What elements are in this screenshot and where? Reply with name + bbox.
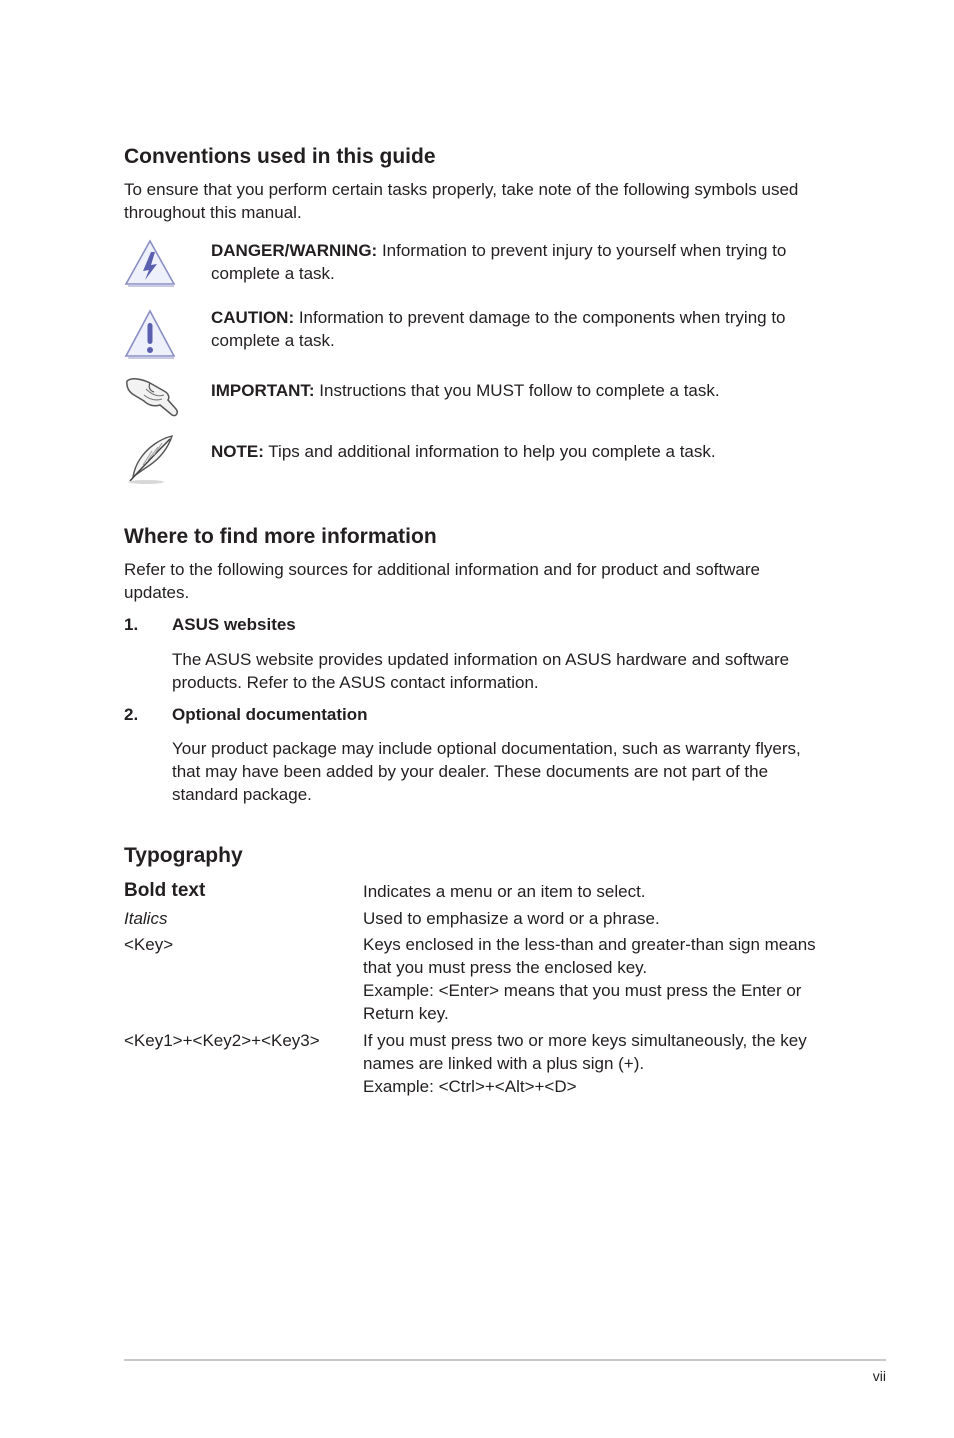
typography-term-bold: Bold text [124, 880, 206, 901]
caution-label: CAUTION: [211, 308, 295, 327]
typography-desc: Indicates a menu or an item to select. [363, 882, 646, 901]
typography-term-key-combo: <Key1>+<Key2>+<Key3> [124, 1031, 320, 1050]
lightning-warning-icon [124, 238, 176, 288]
list-item-text: Your product package may include optional documentation, such as warranty flyers, that may have been added by your dealer. These documents are not part of the standard package. [172, 739, 801, 804]
caution-note [211, 306, 821, 352]
list-item-number: 2. [124, 705, 139, 724]
caution-text: Information to prevent damage to the components when trying to complete a task. [211, 308, 786, 350]
list-item-text: The ASUS website provides updated information on ASUS hardware and software products. Refer to the ASUS contact information. [172, 650, 790, 692]
typography-desc: Keys enclosed in the less-than and greater-than sign means that you must press the enclosed key. [363, 935, 816, 977]
typography-desc: Used to emphasize a word or a phrase. [363, 909, 660, 928]
danger-warning-note [211, 239, 821, 285]
important-note [211, 379, 831, 402]
hand-pointing-icon [124, 373, 182, 419]
section-title-conventions: Conventions used in this guide [124, 145, 436, 168]
note-text: Tips and additional information to help you complete a task. [263, 442, 716, 461]
footer-rule [124, 1359, 886, 1361]
typography-example: Example: <Enter> means that you must press the Enter or Return key. [363, 981, 802, 1023]
conventions-intro: To ensure that you perform certain tasks properly, take note of the following symbols used throughout this manual. [124, 180, 799, 222]
section-title-typography: Typography [124, 844, 243, 867]
important-label: IMPORTANT: [211, 381, 315, 400]
typography-desc: If you must press two or more keys simultaneously, the key names are linked with a plus sign (+). [363, 1031, 807, 1073]
exclamation-warning-icon [124, 308, 176, 360]
feather-quill-icon [124, 433, 176, 485]
typography-example: Example: <Ctrl>+<Alt>+<D> [363, 1077, 577, 1096]
danger-warning-text: Information to prevent injury to yourself when trying to complete a task. [211, 241, 787, 283]
danger-warning-label: DANGER/WARNING: [211, 241, 378, 260]
typography-term-italics: Italics [124, 909, 168, 928]
note-label: NOTE: [211, 442, 264, 461]
section-title-more-info: Where to find more information [124, 525, 437, 548]
page-number: vii [872, 1368, 886, 1384]
list-item-heading: Optional documentation [172, 705, 368, 724]
note-note [211, 440, 831, 463]
important-text: Instructions that you MUST follow to complete a task. [314, 381, 720, 400]
typography-term-key: <Key> [124, 935, 174, 954]
list-item-number: 1. [124, 615, 139, 634]
more-info-intro: Refer to the following sources for additional information and for product and software updates. [124, 560, 760, 602]
list-item-heading: ASUS websites [172, 615, 296, 634]
